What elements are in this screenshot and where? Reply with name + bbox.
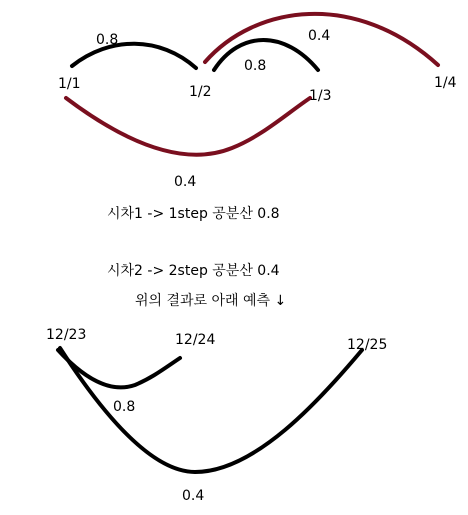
note-prediction: 위의 결과로 아래 예측 ↓: [135, 293, 287, 309]
node-label-12-23: 12/23: [46, 327, 87, 343]
edge-weight-1-2-to-1-4: 0.4: [308, 28, 331, 44]
node-label-12-25: 12/25: [347, 337, 388, 353]
node-label-1-1: 1/1: [58, 76, 81, 92]
node-label-1-4: 1/4: [434, 75, 457, 91]
node-label-1-3: 1/3: [309, 88, 332, 104]
node-label-1-2: 1/2: [189, 84, 212, 100]
arc-1-1-to-1-2: [72, 44, 196, 68]
edge-weight-12-23-to-12-24: 0.8: [113, 399, 136, 415]
edge-weight-12-23-to-12-25: 0.4: [182, 488, 205, 504]
node-label-12-24: 12/24: [175, 332, 216, 348]
edge-weight-1-1-to-1-3: 0.4: [174, 174, 197, 190]
arc-12-23-to-12-24: [58, 350, 180, 387]
note-lag1: 시차1 -> 1step 공분산 0.8: [107, 206, 280, 222]
arc-1-1-to-1-3: [66, 98, 310, 155]
edge-weight-1-1-to-1-2: 0.8: [96, 32, 119, 48]
arc-12-23-to-12-25: [60, 348, 362, 472]
note-lag2: 시차2 -> 2step 공분산 0.4: [107, 263, 280, 279]
edge-weight-1-2-to-1-3: 0.8: [244, 58, 267, 74]
